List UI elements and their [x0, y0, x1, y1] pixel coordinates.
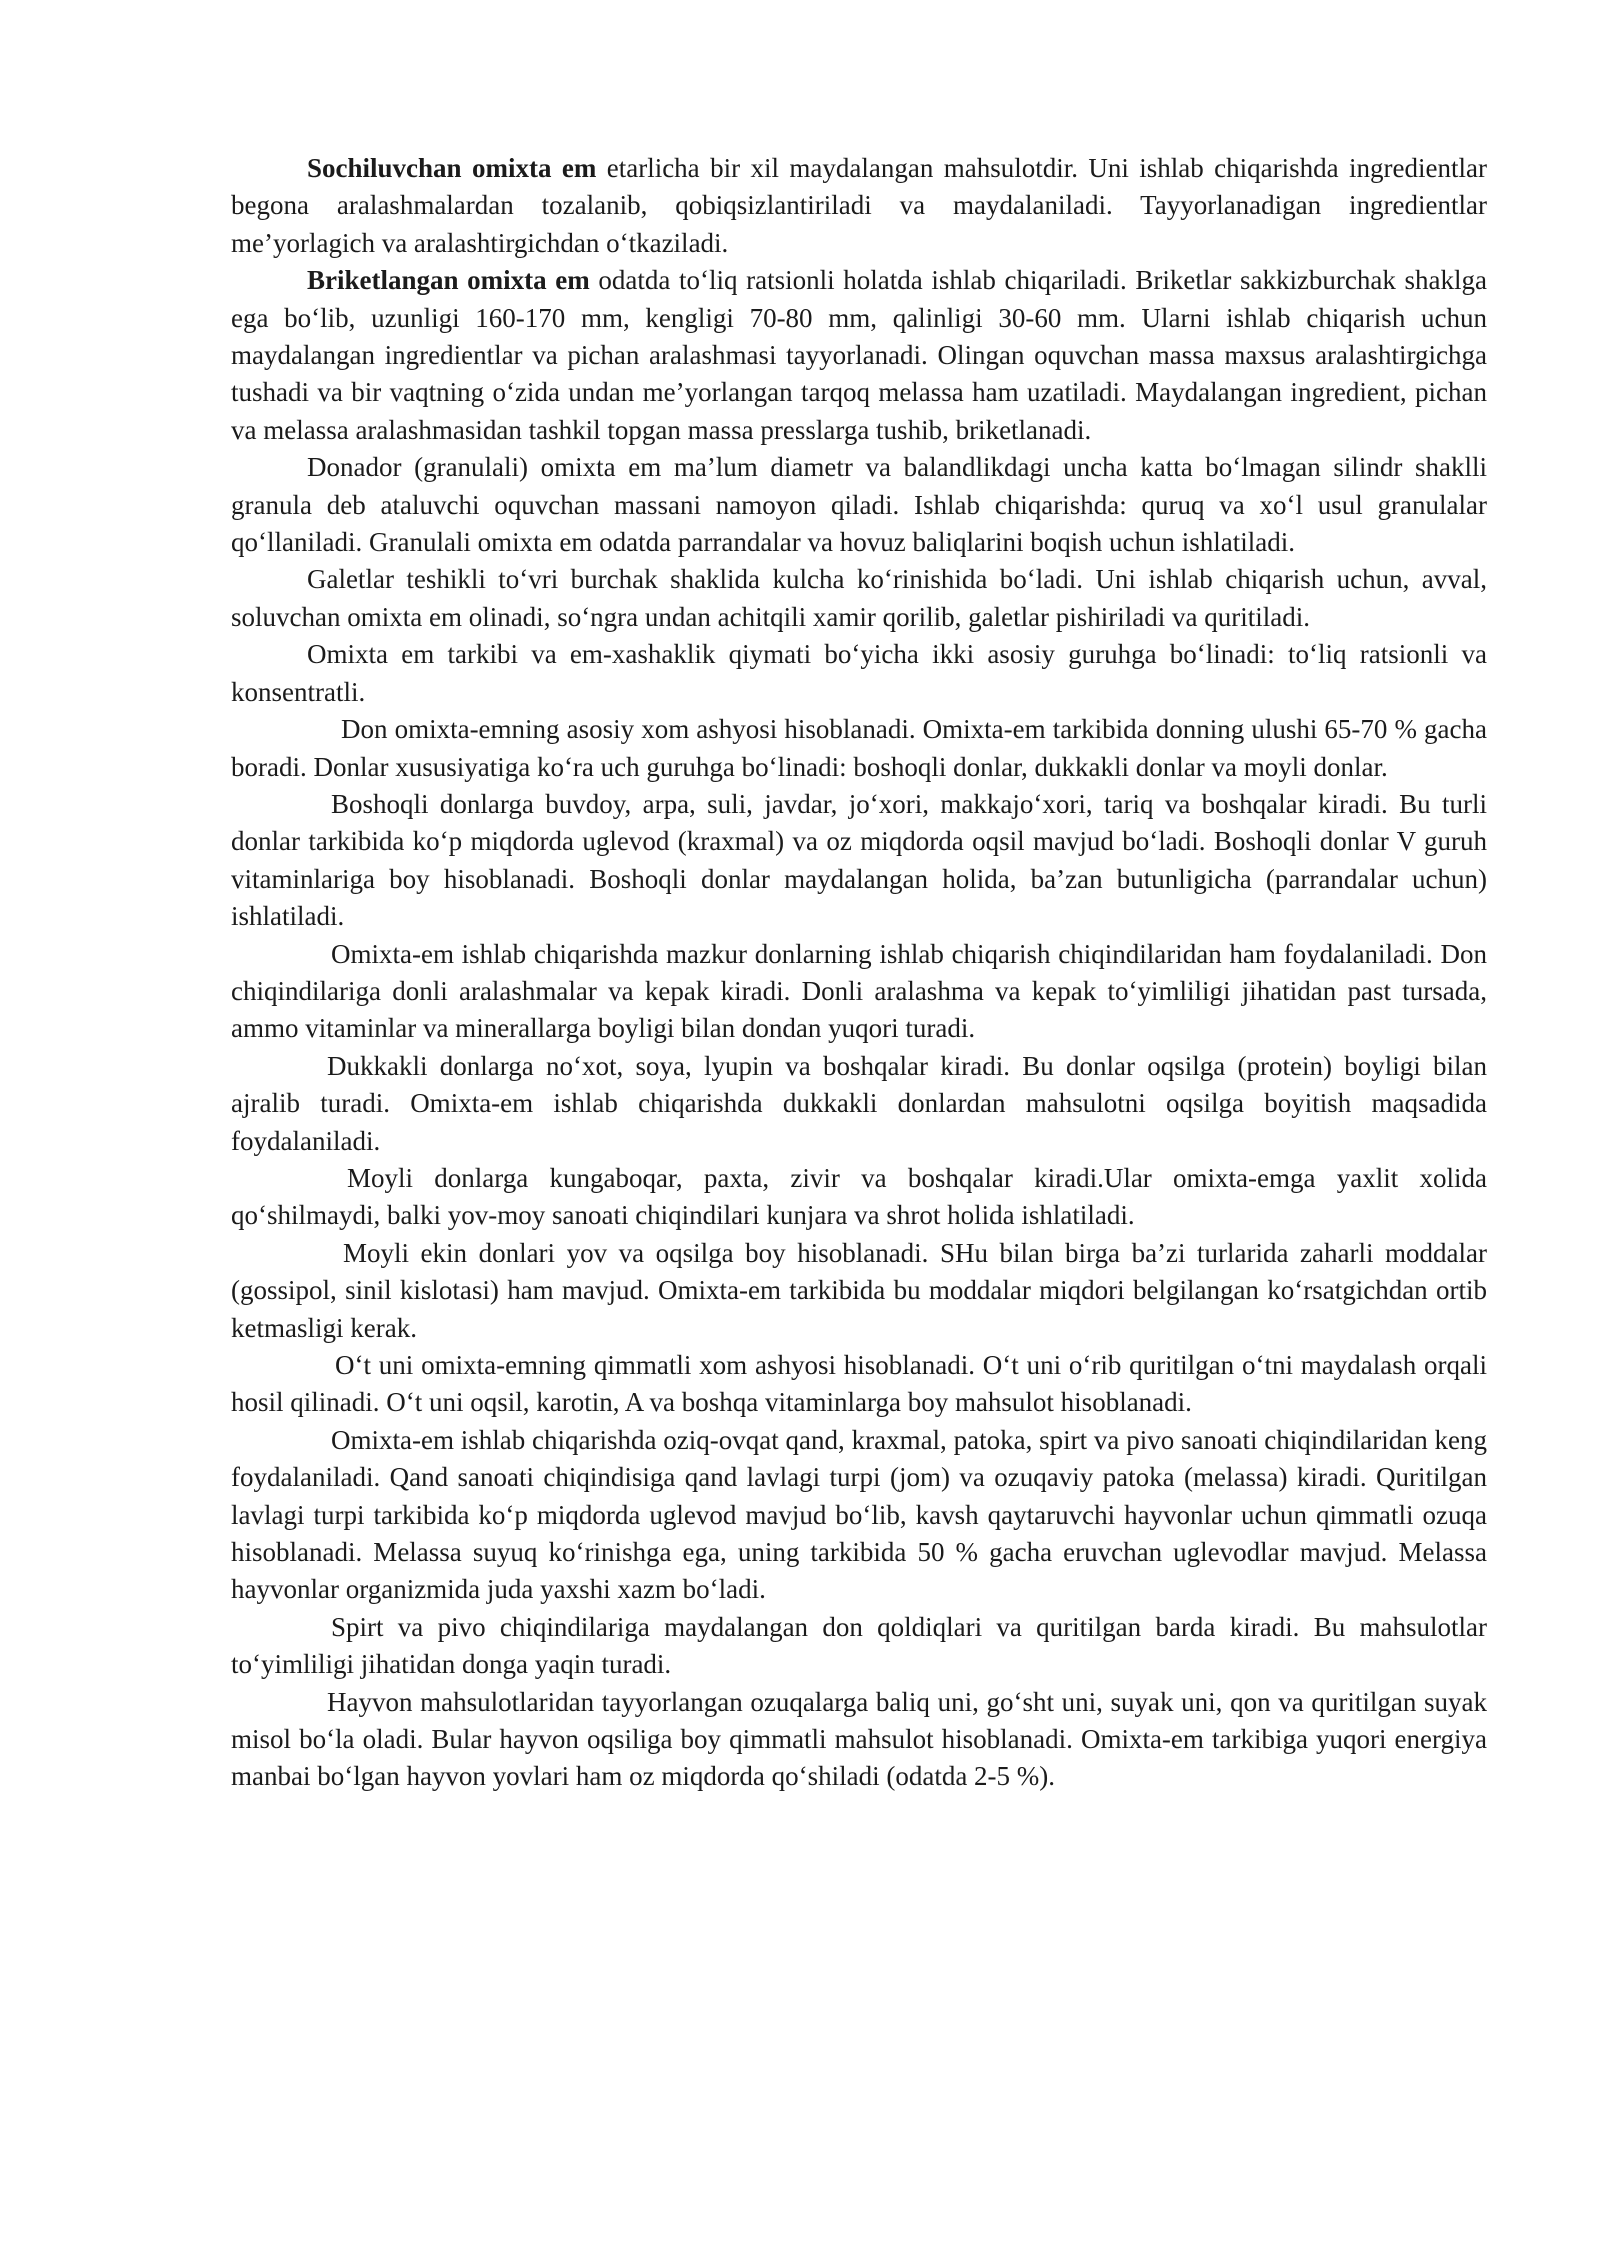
paragraph-text: etarlicha bir xil maydalangan mahsulotdir. Uni ishlab chiqarishda ingredientlar begona aralashmalardan tozalanib, qobiqsizlantiriladi va maydalaniladi. Tayyorlanadigan ingredientlar me’yorlagich va aralashtirgichdan o‘tkaziladi.: [231, 153, 1487, 258]
paragraph-oziq-ovqat: Omixta-em ishlab chiqarishda oziq-ovqat qand, kraxmal, patoka, spirt va pivo sanoati chiqindilaridan keng foydalaniladi. Qand sanoati chiqindisiga qand lavlagi turpi (jom) va ozuqaviy patoka (melassa) kiradi. Quritilgan lavlagi turpi tarkibida ko‘p miqdorda uglevod mavjud bo‘lib, kavsh qaytaruvchi hayvonlar uchun qimmatli ozuqa hisoblanadi. Melassa suyuq ko‘rinishga ega, uning tarkibida 50 % gacha eruvchan uglevodlar mavjud. Melassa hayvonlar organizmida juda yaxshi xazm bo‘ladi.: [231, 1424, 1487, 1605]
paragraph-boshoqli: Boshoqli donlarga buvdoy, arpa, suli, javdar, jo‘xori, makkajo‘xori, tariq va boshqalar kiradi. Bu turli donlar tarkibida ko‘p miqdorda uglevod (kraxmal) va oz miqdorda oqsil mavjud bo‘ladi. Boshoqli donlar V guruh vitaminlariga boy hisoblanadi. Boshoqli donlar maydalangan holida, ba’zan butunligicha (parrandalar uchun) ishlatiladi.: [231, 788, 1487, 932]
paragraph-dukkakli: Dukkakli donlarga no‘xot, soya, lyupin va boshqalar kiradi. Bu donlar oqsilga (protein) boyligi bilan ajralib turadi. Omixta-em ishlab chiqarishda dukkakli donlardan mahsulotni oqsilga boyitish maqsadida foydalaniladi.: [231, 1050, 1487, 1156]
paragraph-spirt-pivo: Spirt va pivo chiqindilariga maydalangan don qoldiqlari va quritilgan barda kiradi. Bu mahsulotlar to‘yimliligi jihatidan donga yaqin turadi.: [231, 1611, 1487, 1680]
paragraph-hayvon: Hayvon mahsulotlaridan tayyorlangan ozuqalarga baliq uni, go‘sht uni, suyak uni, qon va quritilgan suyak misol bo‘la oladi. Bular hayvon oqsiliga boy qimmatli mahsulot hisoblanadi. Omixta-em tarkibiga yuqori energiya manbai bo‘lgan hayvon yovlari ham oz miqdorda qo‘shiladi (odatda 2-5 %).: [231, 1686, 1487, 1792]
paragraph-chiqindilar: Omixta-em ishlab chiqarishda mazkur donlarning ishlab chiqarish chiqindilaridan ham foydalaniladi. Don chiqindilariga donli aralashmalar va kepak kiradi. Donli aralashma va kepak to‘yimliligi jihatidan past tursada, ammo vitaminlar va minerallarga boyligi bilan dondan yuqori turadi.: [231, 938, 1487, 1044]
paragraph-moyli-donlar: Moyli donlarga kungaboqar, paxta, zivir va boshqalar kiradi.Ular omixta-emga yaxlit xolida qo‘shilmaydi, balki yov-moy sanoati chiqindilari kunjara va shrot holida ishlatiladi.: [231, 1162, 1487, 1231]
paragraph-text: odatda to‘liq ratsionli holatda ishlab chiqariladi. Briketlar sakkizburchak shaklga ega bo‘lib, uzunligi 160-170 mm, kengligi 70-80 mm, qalinligi 30-60 mm. Ularni ishlab chiqarish uchun maydalangan ingredientlar va pichan aralashmasi tayyorlanadi. Olingan oquvchan massa maxsus aralashtirgichga tushadi va bir vaqtning o‘zida undan me’yorlangan tarqoq melassa ham uzatiladi. Maydalangan ingredient, pichan va melassa aralashmasidan tashkil topgan massa presslarga tushib, briketlanadi.: [231, 265, 1487, 445]
paragraph-tarkibi: Omixta em tarkibi va em-xashaklik qiymati bo‘yicha ikki asosiy guruhga bo‘linadi: to‘liq ratsionli va konsentratli.: [231, 639, 1487, 707]
document-page: [231, 150, 1487, 1796]
paragraph-ot-uni: O‘t uni omixta-emning qimmatli xom ashyosi hisoblanadi. O‘t uni o‘rib quritilgan o‘tni maydalash orqali hosil qilinadi. O‘t uni oqsil, karotin, A va boshqa vitaminlarga boy mahsulot hisoblanadi.: [231, 1350, 1487, 1418]
paragraph-galetlar: Galetlar teshikli to‘vri burchak shaklida kulcha ko‘rinishida bo‘ladi. Uni ishlab chiqarish uchun, avval, soluvchan omixta em olinadi, so‘ngra undan achitqili xamir qorilib, galetlar pishiriladi va quritiladi.: [231, 564, 1487, 632]
term-heading: Briketlangan omixta em: [307, 265, 590, 296]
paragraph-sochiluvchan: [231, 150, 1487, 262]
paragraph-moyli-ekin: Moyli ekin donlari yov va oqsilga boy hisoblanadi. SHu bilan birga ba’zi turlarida zaharli moddalar (gossipol, sinil kislotasi) ham mavjud. Omixta-em tarkibida bu moddalar miqdori belgilangan ko‘rsatgichdan ortib ketmasligi kerak.: [231, 1237, 1487, 1343]
term-heading: Sochiluvchan omixta em: [307, 153, 597, 183]
paragraph-don: Don omixta-emning asosiy xom ashyosi hisoblanadi. Omixta-em tarkibida donning ulushi 65-70 % gacha boradi. Donlar xususiyatiga ko‘ra uch guruhga bo‘linadi: boshoqli donlar, dukkakli donlar va moyli donlar.: [231, 714, 1487, 782]
paragraph-donador: Donador (granulali) omixta em ma’lum diametr va balandlikdagi uncha katta bo‘lmagan silindr shaklli granula deb ataluvchi oquvchan massani namoyon qiladi. Ishlab chiqarishda: quruq va xo‘l usul granulalar qo‘llaniladi. Granulali omixta em odatda parrandalar va hovuz baliqlarini boqish uchun ishlatiladi.: [231, 452, 1487, 558]
paragraph-briketlangan: [231, 262, 1487, 449]
